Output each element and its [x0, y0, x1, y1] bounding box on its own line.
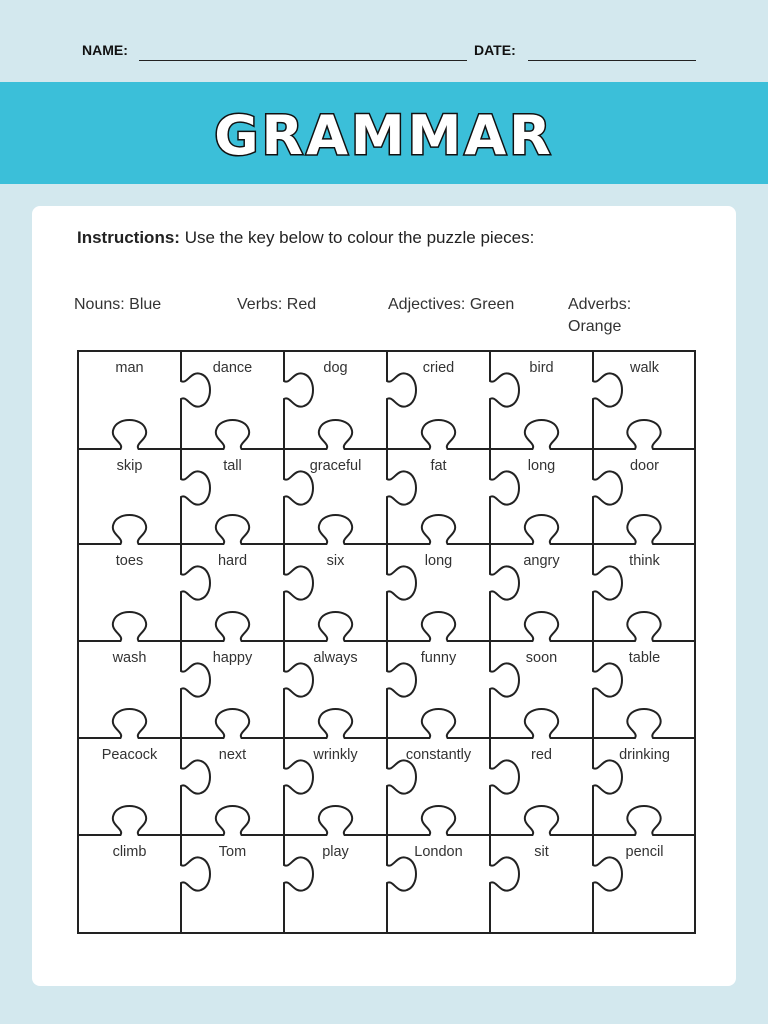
puzzle-piece-word[interactable]: man [115, 360, 144, 376]
puzzle-piece-word[interactable]: constantly [405, 747, 472, 763]
puzzle-piece-word[interactable]: sit [534, 844, 549, 860]
puzzle-piece-word[interactable]: Tom [218, 844, 247, 860]
puzzle-piece-word[interactable]: long [424, 553, 453, 569]
puzzle-piece-word[interactable]: wash [112, 650, 147, 666]
worksheet-card [32, 206, 736, 986]
puzzle-piece-word[interactable]: cried [422, 360, 455, 376]
puzzle-piece-word[interactable]: drinking [619, 747, 670, 763]
puzzle-piece-word[interactable]: long [527, 458, 556, 474]
puzzle-piece-word[interactable]: hard [217, 553, 248, 569]
puzzle-piece-word[interactable]: graceful [309, 458, 362, 474]
puzzle-piece-word[interactable]: walk [629, 360, 659, 376]
key-nouns: Nouns: Blue [74, 296, 162, 313]
puzzle-piece-word[interactable]: tall [223, 458, 242, 474]
key-adverbs: Adverbs: Orange [568, 296, 632, 335]
key-verbs: Verbs: Red [237, 296, 317, 313]
date-label: DATE: [474, 42, 516, 58]
puzzle-piece-word[interactable]: always [313, 650, 358, 666]
puzzle-piece-word[interactable]: fat [430, 458, 447, 474]
instructions-label: Instructions: [77, 228, 180, 247]
puzzle-piece-word[interactable]: wrinkly [313, 747, 358, 763]
puzzle-piece-word[interactable]: table [628, 650, 661, 666]
instructions-text: Use the key below to colour the puzzle pieces: [184, 228, 535, 247]
page-title: GRAMMAR [214, 104, 554, 167]
puzzle-piece-word[interactable]: toes [115, 553, 144, 569]
puzzle-piece-word[interactable]: soon [525, 650, 558, 666]
puzzle-piece-word[interactable]: climb [112, 844, 147, 860]
puzzle-piece-word[interactable]: pencil [625, 844, 664, 860]
puzzle-piece-word[interactable]: think [629, 553, 660, 569]
puzzle-piece-word[interactable]: dance [212, 360, 253, 376]
name-line[interactable] [139, 60, 467, 61]
puzzle-piece-word[interactable]: door [629, 458, 660, 474]
puzzle-piece-word[interactable]: funny [420, 650, 457, 666]
puzzle-piece-word[interactable]: dog [323, 360, 348, 376]
puzzle-piece-word[interactable]: happy [212, 650, 253, 666]
key-adjectives: Adjectives: Green [388, 296, 515, 313]
name-label: NAME: [82, 42, 128, 58]
puzzle-grid [32, 206, 736, 986]
title-svg [0, 82, 768, 184]
puzzle-piece-word[interactable]: play [322, 844, 349, 860]
puzzle-piece-word[interactable]: next [218, 747, 247, 763]
puzzle-piece-word[interactable]: London [414, 844, 463, 860]
puzzle-piece-word[interactable]: skip [116, 458, 143, 474]
puzzle-piece-word[interactable]: six [326, 553, 345, 569]
title-banner [0, 82, 768, 184]
puzzle-piece-word[interactable]: bird [529, 360, 554, 376]
date-line[interactable] [528, 60, 696, 61]
puzzle-piece-word[interactable]: angry [523, 553, 560, 569]
puzzle-piece-word[interactable]: red [531, 747, 552, 763]
header-bar [0, 0, 768, 82]
puzzle-piece-word[interactable]: Peacock [101, 747, 158, 763]
